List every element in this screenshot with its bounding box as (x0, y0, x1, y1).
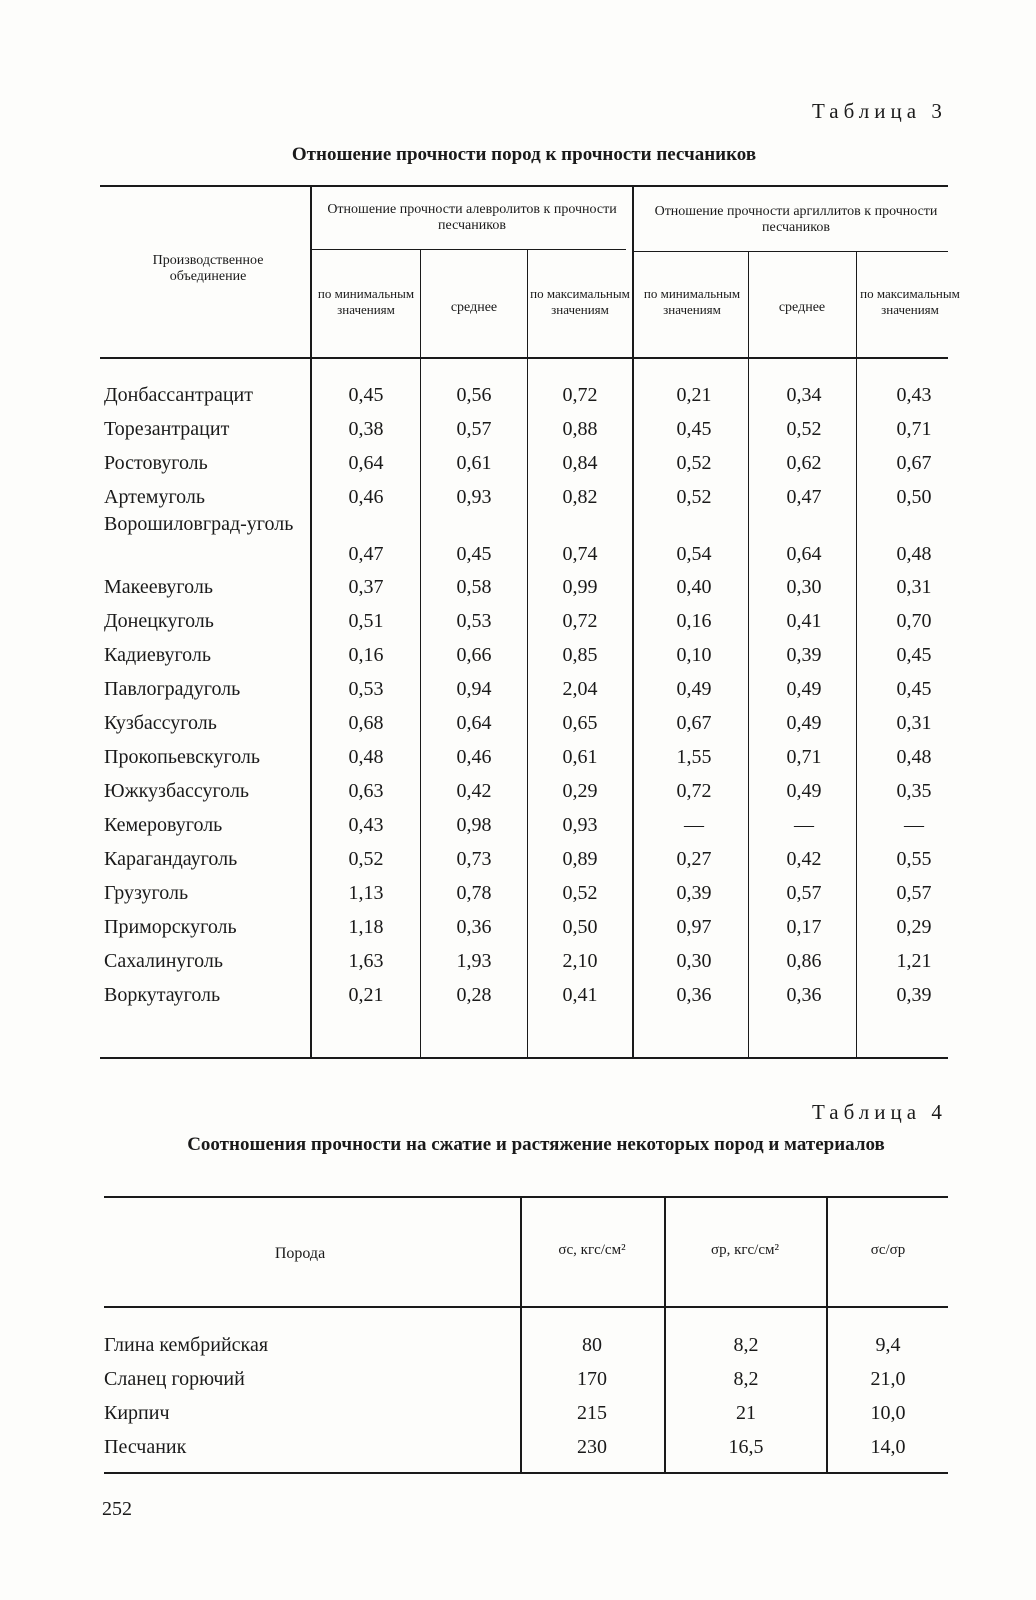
table3-row-name: Воркутауголь (104, 984, 221, 1006)
table3-col-first-header: Производственное объединение (152, 253, 264, 284)
table3-vline-1 (310, 186, 312, 1057)
table3-cell: 0,47 (786, 486, 822, 508)
table3-row-name: Ростовуголь (104, 452, 208, 474)
table3-top-rule (100, 185, 948, 187)
table3-cell: 0,64 (786, 543, 822, 565)
table4-row-name: Сланец горючий (104, 1368, 245, 1390)
table3-cell: 0,71 (896, 418, 932, 440)
table3-cell: 0,45 (896, 678, 932, 700)
table3-cell: 0,36 (456, 916, 492, 938)
table3-cell: 0,57 (456, 418, 492, 440)
table4-col-first-header: Порода (274, 1245, 326, 1262)
table4-cell: 16,5 (728, 1436, 764, 1458)
table3-cell: 0,72 (562, 610, 598, 632)
table4-col2-header: σс, кгс/см² (558, 1242, 626, 1258)
table3-cell: 0,98 (456, 814, 492, 836)
table3-row-name: Грузуголь (104, 882, 189, 904)
table3-cell: 0,57 (896, 882, 932, 904)
table3-row-name: Южкузбассуголь (104, 780, 250, 802)
table3-sub-min-2: по минимальным значениям (643, 286, 741, 317)
table3-cell: 0,72 (562, 384, 598, 406)
table4-cell: 21 (736, 1402, 756, 1424)
table3-cell: 0,51 (348, 610, 384, 632)
table3-cell: 0,57 (786, 882, 822, 904)
table3-cell: 0,49 (676, 678, 712, 700)
table3-cell: 0,31 (896, 576, 932, 598)
table3-cell: 0,64 (456, 712, 492, 734)
table4-vline-1 (520, 1197, 522, 1472)
table3-cell: 0,37 (348, 576, 384, 598)
table3-row-name: Сахалинуголь (104, 950, 223, 972)
table3-cell: 0,73 (456, 848, 492, 870)
table3-cell: 0,45 (676, 418, 712, 440)
table3-cell: 0,45 (348, 384, 384, 406)
table3-cell: 0,62 (786, 452, 822, 474)
table4-row-name: Глина кембрийская (104, 1334, 269, 1356)
table3-cell: 0,49 (786, 780, 822, 802)
table3-header-rule (100, 357, 948, 359)
table4-vline-3 (826, 1197, 828, 1472)
table3-cell: 0,97 (676, 916, 712, 938)
table3-caption: Таблица 3 (812, 99, 947, 123)
table3-vline-2 (420, 250, 421, 1057)
table3-cell: 0,52 (348, 848, 384, 870)
table3-cell: 0,50 (896, 486, 932, 508)
table3-title: Отношение прочности пород к прочности песчаников (291, 144, 757, 165)
table3-cell: 0,64 (348, 452, 384, 474)
table3-cell: 0,21 (348, 984, 384, 1006)
table4-caption: Таблица 4 (812, 1100, 947, 1124)
table3-cell: — (794, 814, 814, 836)
table3-row-name: Приморскуголь (104, 916, 237, 938)
table3-cell: 0,55 (896, 848, 932, 870)
table4-col4-header: σс/σр (870, 1242, 906, 1258)
table3-cell: 0,47 (348, 543, 384, 565)
table3-cell: 1,93 (456, 950, 492, 972)
table4-cell: 8,2 (733, 1334, 759, 1356)
table3-cell: 0,50 (562, 916, 598, 938)
table3-cell: 0,36 (786, 984, 822, 1006)
table3-row-name: Кадиевуголь (104, 644, 212, 666)
table3-cell: 0,86 (786, 950, 822, 972)
table3-row-name: Кузбассуголь (104, 712, 217, 734)
table3-cell: — (684, 814, 704, 836)
table3-cell: 0,36 (676, 984, 712, 1006)
table3-cell: 0,71 (786, 746, 822, 768)
table3-cell: 0,31 (896, 712, 932, 734)
table3-cell: 0,58 (456, 576, 492, 598)
table3-cell: 0,53 (456, 610, 492, 632)
table3-cell: 0,28 (456, 984, 492, 1006)
table3-cell: 0,38 (348, 418, 384, 440)
table3-cell: 0,66 (456, 644, 492, 666)
table3-cell: 0,39 (896, 984, 932, 1006)
table4-cell: 215 (577, 1402, 607, 1424)
table3-row-name: Павлоградуголь (104, 678, 241, 700)
table3-cell: 1,13 (348, 882, 384, 904)
table3-cell: 0,52 (786, 418, 822, 440)
table4-cell: 21,0 (870, 1368, 906, 1390)
table3-cell: 0,72 (676, 780, 712, 802)
table4-top-rule (104, 1196, 948, 1198)
table3-cell: 0,27 (676, 848, 712, 870)
table4-header-rule (104, 1306, 948, 1308)
table3-cell: 0,29 (562, 780, 598, 802)
table4-cell: 10,0 (870, 1402, 906, 1424)
table3-cell: 0,54 (676, 543, 712, 565)
table3-cell: 0,82 (562, 486, 598, 508)
table3-sub-avg-2: среднее (778, 300, 826, 315)
table3-cell: 0,30 (676, 950, 712, 972)
table3-cell: 1,21 (896, 950, 932, 972)
table3-bottom-rule (100, 1057, 948, 1059)
table3-cell: 0,29 (896, 916, 932, 938)
table3-cell: 0,53 (348, 678, 384, 700)
table3-row-name: Донецкуголь (104, 610, 214, 632)
table3-cell: 0,43 (896, 384, 932, 406)
table4-row-name: Кирпич (104, 1402, 170, 1424)
table3-row-name: Торезантрацит (104, 418, 230, 440)
table3-cell: 0,39 (786, 644, 822, 666)
table3-cell: 0,41 (786, 610, 822, 632)
table4-cell: 80 (582, 1334, 602, 1356)
table3-cell: 0,39 (676, 882, 712, 904)
table3-cell: 0,40 (676, 576, 712, 598)
table3-cell: 1,55 (676, 746, 712, 768)
page-number: 252 (102, 1498, 132, 1520)
table3-cell: 0,65 (562, 712, 598, 734)
table3-cell: 0,10 (676, 644, 712, 666)
table3-cell: 0,48 (348, 746, 384, 768)
table3-cell: 0,93 (456, 486, 492, 508)
table3-cell: 0,52 (676, 452, 712, 474)
table3-cell: 0,93 (562, 814, 598, 836)
table4-cell: 14,0 (870, 1436, 906, 1458)
table3-cell: 1,18 (348, 916, 384, 938)
table3-sub-max-1: по максимальным значениям (530, 286, 630, 317)
table3-cell: 0,30 (786, 576, 822, 598)
table3-cell: 0,67 (896, 452, 932, 474)
table3-row-name: Карагандауголь (104, 848, 238, 870)
table4-cell: 230 (577, 1436, 607, 1458)
table3-cell: 0,61 (562, 746, 598, 768)
table3-cell: 1,63 (348, 950, 384, 972)
table3-cell: 0,35 (896, 780, 932, 802)
table3-vline-3 (527, 250, 528, 1057)
table4-cell: 8,2 (733, 1368, 759, 1390)
table3-row-name: Ворошиловград-уголь (104, 513, 294, 535)
table3-cell: 0,84 (562, 452, 598, 474)
table4-row-name: Песчаник (104, 1436, 187, 1458)
table4-cell: 170 (577, 1368, 607, 1390)
table3-cell: 2,04 (562, 678, 598, 700)
table3-cell: 0,52 (676, 486, 712, 508)
table3-cell: 0,34 (786, 384, 822, 406)
table3-cell: 0,16 (348, 644, 384, 666)
table3-group1-header: Отношение прочности алевролитов к прочности песчаников (327, 202, 617, 233)
table3-cell: 2,10 (562, 950, 598, 972)
table3-vline-6 (856, 252, 857, 1057)
table3-cell: 0,89 (562, 848, 598, 870)
table3-cell: 0,17 (786, 916, 822, 938)
table3-cell: 0,67 (676, 712, 712, 734)
table3-row-name: Артемуголь (104, 486, 205, 508)
table4-cell: 9,4 (875, 1334, 901, 1356)
table3-cell: 0,41 (562, 984, 598, 1006)
table4-vline-2 (664, 1197, 666, 1472)
table3-cell: — (904, 814, 924, 836)
table3-cell: 0,45 (456, 543, 492, 565)
table3-cell: 0,48 (896, 543, 932, 565)
table3-cell: 0,42 (786, 848, 822, 870)
table3-cell: 0,78 (456, 882, 492, 904)
table3-cell: 0,85 (562, 644, 598, 666)
table3-cell: 0,56 (456, 384, 492, 406)
table3-cell: 0,52 (562, 882, 598, 904)
table3-cell: 0,70 (896, 610, 932, 632)
table3-sub-max-2: по максимальным значениям (860, 286, 960, 317)
table3-vline-5 (748, 252, 749, 1057)
table3-cell: 0,46 (456, 746, 492, 768)
table3-cell: 0,16 (676, 610, 712, 632)
table3-cell: 0,94 (456, 678, 492, 700)
table3-cell: 0,68 (348, 712, 384, 734)
table4-title: Соотношения прочности на сжатие и растяжение некоторых пород и материалов (187, 1134, 885, 1155)
table3-row-name: Макеевуголь (104, 576, 213, 598)
table3-cell: 0,88 (562, 418, 598, 440)
table3-cell: 0,46 (348, 486, 384, 508)
table3-row-name: Прокопьевскуголь (104, 746, 261, 768)
table3-cell: 0,63 (348, 780, 384, 802)
table3-row-name: Донбассантрацит (104, 384, 253, 406)
table3-sub-min-1: по минимальным значениям (317, 286, 415, 317)
table3-vline-4 (632, 186, 634, 1057)
table3-row-name: Кемеровуголь (104, 814, 223, 836)
table3-cell: 0,43 (348, 814, 384, 836)
table3-cell: 0,74 (562, 543, 598, 565)
table3-cell: 0,99 (562, 576, 598, 598)
table3-cell: 0,61 (456, 452, 492, 474)
table3-cell: 0,49 (786, 678, 822, 700)
table3-cell: 0,49 (786, 712, 822, 734)
table3-cell: 0,42 (456, 780, 492, 802)
table3-sub-avg-1: среднее (450, 300, 498, 315)
table3-cell: 0,45 (896, 644, 932, 666)
table3-group2-header: Отношение прочности аргиллитов к прочности песчаников (654, 204, 938, 235)
table3-group-rule-1 (312, 249, 626, 250)
table3-cell: 0,21 (676, 384, 712, 406)
table4-bottom-rule (104, 1472, 948, 1474)
table3-cell: 0,48 (896, 746, 932, 768)
table3-group-rule-2 (634, 251, 948, 252)
table4-col3-header: σр, кгс/см² (711, 1242, 779, 1258)
